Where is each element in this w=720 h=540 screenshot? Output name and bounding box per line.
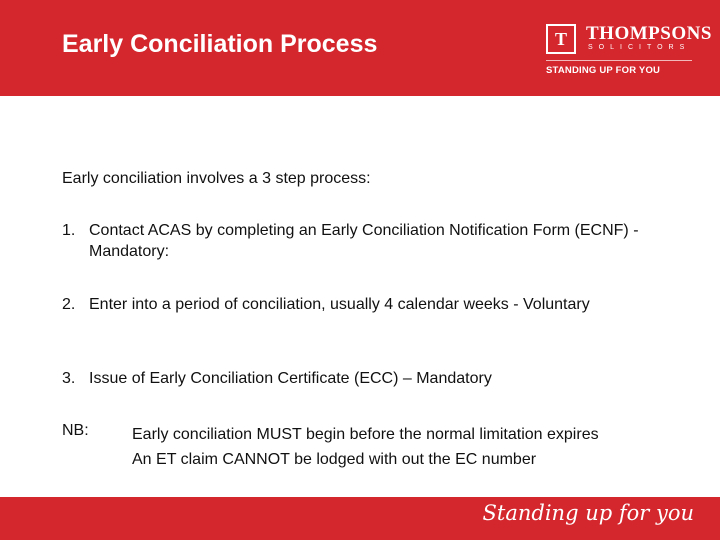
nb-notes [132,422,599,472]
nb-note-line: Early conciliation MUST begin before the normal limitation expires [132,426,599,443]
logo-tagline: STANDING UP FOR YOU [546,65,661,76]
step-item-1 [62,220,649,262]
step-text: Enter into a period of conciliation, usually 4 calendar weeks - Voluntary [89,296,590,313]
intro-text: Early conciliation involves a 3 step process: [62,170,371,187]
logo-subtitle: SOLICITORS [588,44,691,51]
nb-label: NB: [62,422,89,439]
footer-tagline: Standing up for you [482,501,694,525]
step-text: Issue of Early Conciliation Certificate (ECC) – Mandatory [89,370,492,387]
footer-bar [0,497,720,540]
slide-title: Early Conciliation Process [62,30,378,58]
step-text: Contact ACAS by completing an Early Conciliation Notification Form (ECNF) - Mandatory: [89,222,639,260]
logo-divider [546,60,692,61]
step-number: 3. [62,370,76,387]
logo-name: THOMPSONS [586,23,712,44]
thompsons-logo [546,23,712,84]
logo-mark-letter: T [554,28,567,49]
logo-mark [546,24,576,54]
step-item-3 [62,368,649,389]
step-number: 2. [62,296,76,313]
step-number: 1. [62,222,76,239]
step-item-2 [62,294,649,315]
nb-note-line: An ET claim CANNOT be lodged with out the EC number [132,451,537,468]
header-bar [0,0,720,96]
